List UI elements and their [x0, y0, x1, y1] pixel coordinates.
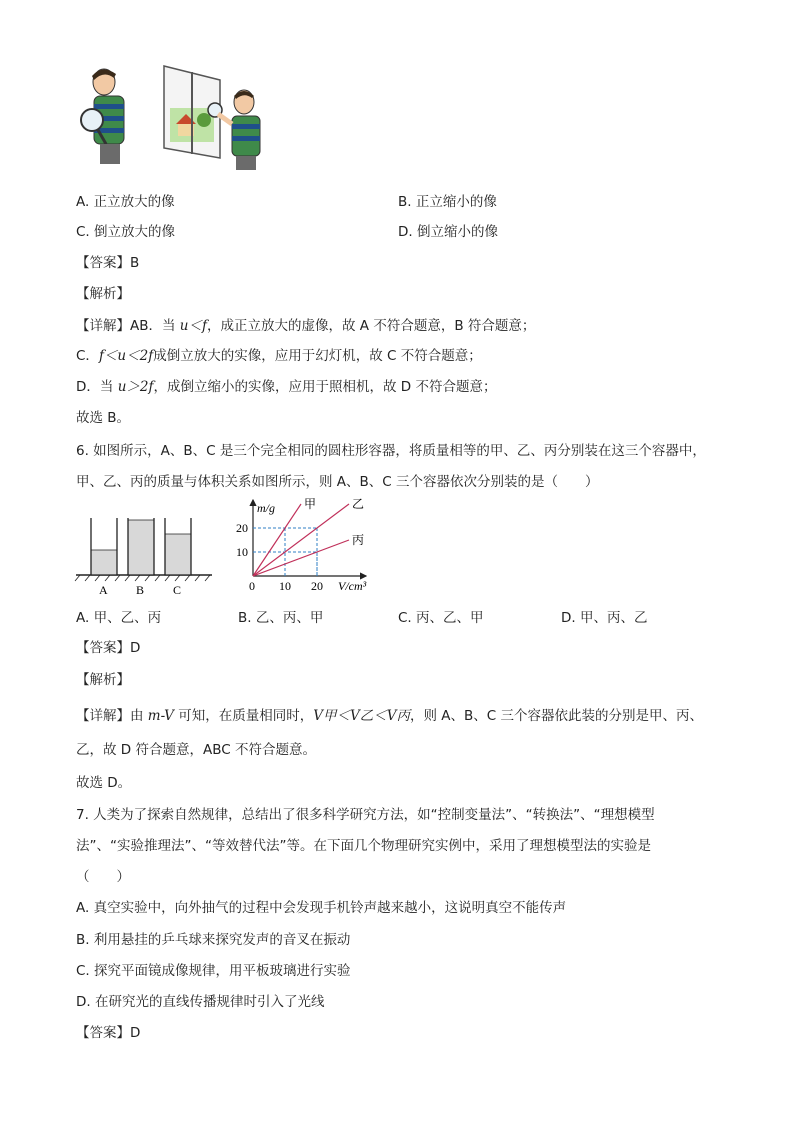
q5-analysis-tag: 【解析】 [76, 286, 130, 302]
text: 可知，在质量相同时， [173, 708, 314, 724]
series-line [253, 540, 349, 576]
q6-stem-line1: 6. 如图所示，A、B、C 是三个完全相同的圆柱形容器，将质量相等的甲、乙、丙分别装在这三个容器中， [76, 443, 706, 459]
q5-option-a: A. 正立放大的像 [76, 194, 175, 210]
answer-value: B [130, 255, 140, 271]
y-tick-label: 20 [236, 521, 248, 535]
mv-symbol: m-V [147, 708, 174, 724]
magnifier-illustration [72, 62, 272, 172]
answer-tag: 【答案】 [76, 640, 130, 656]
q6-analysis-tag: 【解析】 [76, 672, 130, 688]
q5-conclusion: 故选 B。 [76, 410, 131, 426]
container-label-a: A [99, 583, 108, 597]
x-tick-label: 10 [279, 579, 291, 593]
volume-inequality: V甲＜V乙＜V丙 [313, 708, 410, 724]
text: ，则 A、B、C 三个容器依此装的分别是甲、丙、 [409, 708, 703, 724]
answer-value: D [130, 1025, 141, 1041]
q6-option-b: B. 乙、丙、甲 [238, 610, 324, 626]
q6-answer-line [76, 636, 140, 656]
text: ，成正立放大的虚像，故 A 不符合题意，B 符合题意； [207, 318, 536, 334]
q5-option-c: C. 倒立放大的像 [76, 224, 176, 240]
y-axis-label: m/g [257, 501, 275, 515]
q6-conclusion: 故选 D。 [76, 775, 132, 791]
q7-paren: （ ） [76, 869, 130, 885]
answer-value: D [130, 640, 141, 656]
text: AB．当 [130, 318, 180, 334]
series-label: 甲 [304, 497, 317, 511]
container-label-b: B [136, 583, 145, 597]
answer-tag: 【答案】 [76, 255, 130, 271]
q6-detail-line2: 乙，故 D 符合题意，ABC 不符合题意。 [76, 742, 316, 758]
answer-tag: 【答案】 [76, 1025, 130, 1041]
detail-tag: 【详解】 [76, 708, 130, 724]
q7-option-a: A. 真空实验中，向外抽气的过程中会发现手机铃声越来越小，这说明真空不能传声 [76, 900, 567, 916]
q6-option-a: A. 甲、乙、丙 [76, 610, 162, 626]
origin-label: 0 [249, 579, 255, 593]
condition: u＜f [179, 318, 207, 334]
q5-answer-line [76, 251, 139, 271]
q7-option-c: C. 探究平面镜成像规律，用平板玻璃进行实验 [76, 963, 351, 979]
condition: f＜u＜2f [98, 348, 154, 364]
x-tick-label: 20 [311, 579, 323, 593]
text: D．当 [76, 379, 118, 395]
series-label: 乙 [352, 497, 365, 511]
container-label-c: C [173, 583, 182, 597]
q5-option-b: B. 正立缩小的像 [398, 194, 497, 210]
containers-figure [74, 512, 214, 597]
q5-detail-line2 [76, 344, 482, 364]
y-tick-label: 10 [236, 545, 248, 559]
x-axis-label: V/cm³ [338, 579, 367, 593]
text: 成倒立放大的实像，应用于幻灯机，故 C 不符合题意； [153, 348, 482, 364]
q7-option-d: D. 在研究光的直线传播规律时引入了光线 [76, 994, 325, 1010]
q6-option-c: C. 丙、乙、甲 [398, 610, 484, 626]
mass-volume-graph [226, 494, 386, 598]
q6-option-d: D. 甲、丙、乙 [561, 610, 648, 626]
text: C． [76, 348, 99, 364]
q7-stem-line1: 7. 人类为了探索自然规律，总结出了很多科学研究方法，如“控制变量法”、“转换法”、“理想模型 [76, 807, 655, 823]
q5-detail-line1 [76, 314, 535, 334]
q5-option-d: D. 倒立缩小的像 [398, 224, 498, 240]
condition: u＞2f [117, 379, 154, 395]
detail-tag: 【详解】 [76, 318, 130, 334]
q6-detail-line1 [76, 704, 703, 724]
q7-answer-line [76, 1021, 140, 1041]
q7-option-b: B. 利用悬挂的乒乓球来探究发声的音叉在振动 [76, 932, 351, 948]
text: ，成倒立缩小的实像，应用于照相机，故 D 不符合题意； [153, 379, 497, 395]
series-label: 丙 [352, 533, 365, 547]
q6-stem-line2: 甲、乙、丙的质量与体积关系如图所示，则 A、B、C 三个容器依次分别装的是（ ） [76, 474, 599, 490]
q5-detail-line3 [76, 375, 496, 395]
q7-stem-line2: 法”、“实验推理法”、“等效替代法”等。在下面几个物理研究实例中，采用了理想模型法的实验是 [76, 838, 651, 854]
text: 由 [130, 708, 148, 724]
